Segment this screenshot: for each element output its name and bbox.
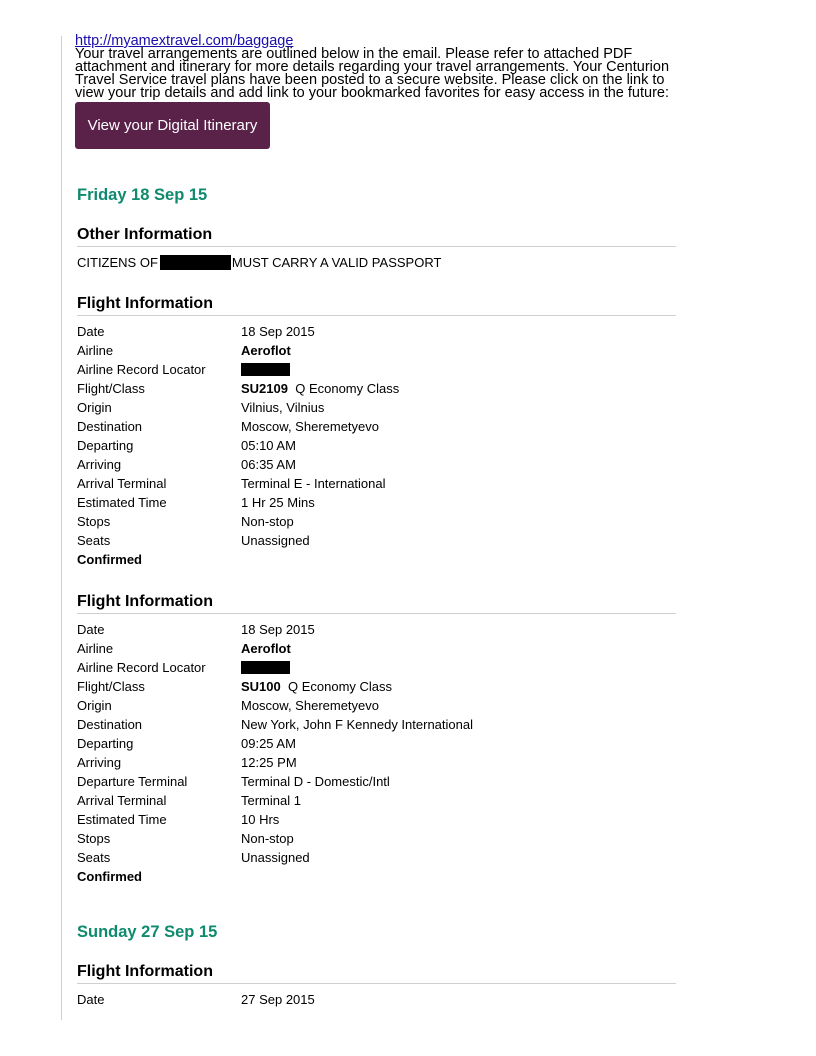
field-label: Departure Terminal <box>77 774 188 789</box>
redacted-locator <box>241 363 290 376</box>
view-itinerary-button[interactable]: View your Digital Itinerary <box>75 102 270 149</box>
field-value: Moscow, Sheremetyevo <box>241 698 380 713</box>
intro-text: Your travel arrangements are outlined below in the email. Please refer to attached PDF attachment and itinerary for more details regarding your travel arrangements. Your Centurion Travel Service travel plans have been posted to a secure website. Please click on the link to view your trip details and add link to your bookmarked favorites for easy access in the future: <box>75 46 670 101</box>
field-label: Destination <box>77 419 143 434</box>
field-label: Stops <box>77 831 111 846</box>
flight-class: Q Economy Class <box>295 381 400 396</box>
field-label: Airline <box>77 641 114 656</box>
passport-notice-prefix: CITIZENS OF <box>77 255 158 270</box>
field-label: Arriving <box>77 457 122 472</box>
baggage-link[interactable]: http://myamextravel.com/baggage <box>75 33 294 49</box>
field-value: 18 Sep 2015 <box>241 324 315 339</box>
field-label: Flight/Class <box>77 381 145 396</box>
field-value: Unassigned <box>241 850 310 865</box>
field-label: Origin <box>77 698 112 713</box>
field-label: Stops <box>77 514 111 529</box>
flight-class: Q Economy Class <box>287 679 393 694</box>
flight-info-title: Flight Information <box>77 295 676 316</box>
field-value: Moscow, Sheremetyevo <box>241 419 380 434</box>
field-label: Destination <box>77 717 143 732</box>
field-value: New York, John F Kennedy International <box>241 717 473 732</box>
field-value: Non-stop <box>241 514 294 529</box>
intro-block <box>75 35 685 100</box>
other-info-title: Other Information <box>77 226 676 247</box>
field-value: 09:25 AM <box>241 736 296 751</box>
left-border-rule <box>61 36 62 1020</box>
flight-number: SU100 <box>241 679 281 694</box>
field-label: Estimated Time <box>77 812 167 827</box>
day-heading: Friday 18 Sep 15 <box>77 186 208 204</box>
field-label: Arriving <box>77 755 122 770</box>
confirmed-status: Confirmed <box>77 552 142 567</box>
field-value: 12:25 PM <box>241 755 297 770</box>
field-label: Date <box>77 622 105 637</box>
passport-notice <box>77 255 441 271</box>
field-value: 10 Hrs <box>241 812 280 827</box>
field-value: Terminal E - International <box>241 476 386 491</box>
airline-value: Aeroflot <box>241 641 291 656</box>
field-label: Airline Record Locator <box>77 660 206 675</box>
field-value: Non-stop <box>241 831 294 846</box>
airline-value: Aeroflot <box>241 343 291 358</box>
field-label: Departing <box>77 736 134 751</box>
field-value: 05:10 AM <box>241 438 296 453</box>
flight-info-title: Flight Information <box>77 593 676 614</box>
field-value: 1 Hr 25 Mins <box>241 495 315 510</box>
field-label: Departing <box>77 438 134 453</box>
field-value: 18 Sep 2015 <box>241 622 315 637</box>
field-label: Date <box>77 992 105 1007</box>
flight-info-title: Flight Information <box>77 963 676 984</box>
field-value: Vilnius, Vilnius <box>241 400 325 415</box>
field-label: Seats <box>77 533 111 548</box>
field-label: Arrival Terminal <box>77 793 167 808</box>
redacted-locator <box>241 661 290 674</box>
confirmed-status: Confirmed <box>77 869 142 884</box>
day-heading: Sunday 27 Sep 15 <box>77 923 218 941</box>
field-value: Terminal 1 <box>241 793 301 808</box>
field-label: Date <box>77 324 105 339</box>
field-value: 27 Sep 2015 <box>241 992 315 1007</box>
field-label: Arrival Terminal <box>77 476 167 491</box>
field-label: Estimated Time <box>77 495 167 510</box>
field-label: Seats <box>77 850 111 865</box>
field-label: Origin <box>77 400 112 415</box>
field-value: Terminal D - Domestic/Intl <box>241 774 390 789</box>
flight-number: SU2109 <box>241 381 288 396</box>
field-value: Unassigned <box>241 533 310 548</box>
field-label: Airline <box>77 343 114 358</box>
passport-notice-suffix: MUST CARRY A VALID PASSPORT <box>231 255 442 270</box>
redacted-block <box>160 255 231 270</box>
field-label: Airline Record Locator <box>77 362 206 377</box>
field-label: Flight/Class <box>77 679 145 694</box>
field-value: 06:35 AM <box>241 457 296 472</box>
